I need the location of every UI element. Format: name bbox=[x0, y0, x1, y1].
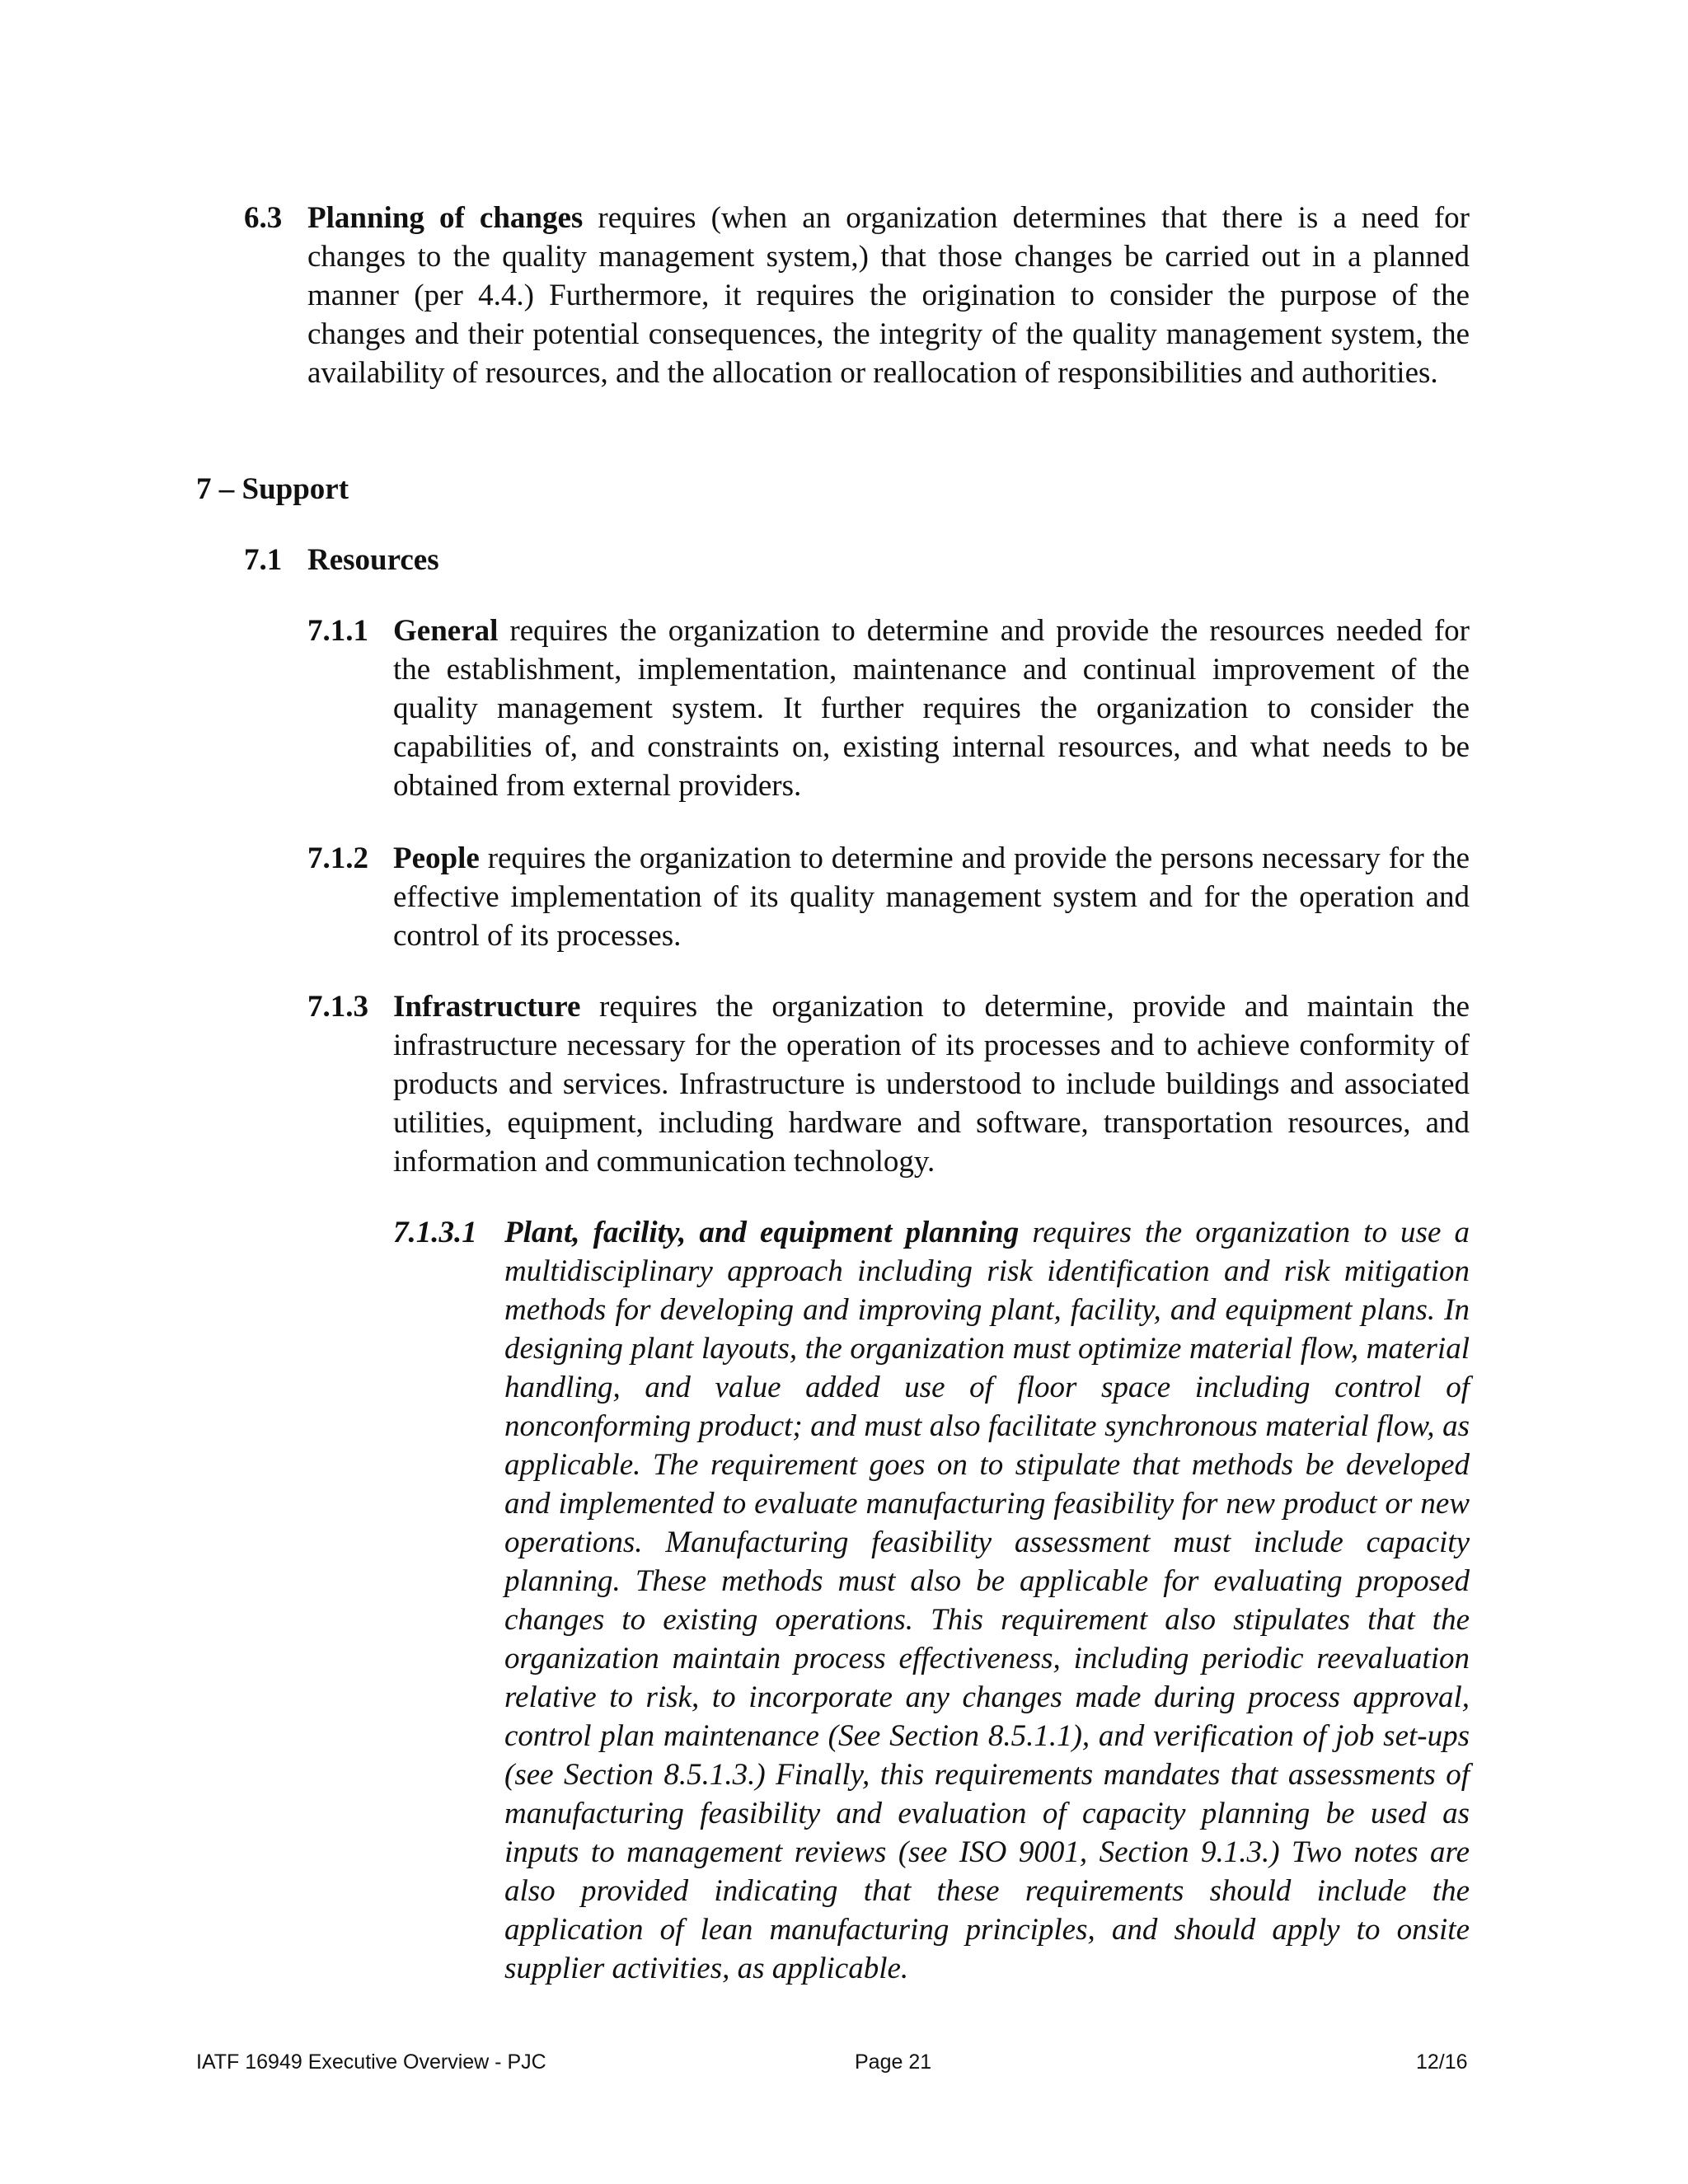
section-6-3-term: Planning of changes bbox=[307, 201, 584, 235]
section-7-1-3-paragraph bbox=[393, 987, 1470, 1181]
section-7-1-1-body: requires the organization to determine and provide the resources needed for the establishment, implementation, maintenance and continual improvement of the quality management system. It further requires the organization to consider the capabilities of, and constraints on, existing internal resources, and what needs to be obtained from external providers. bbox=[393, 614, 1470, 803]
section-7-1-3-1-paragraph bbox=[504, 1213, 1470, 1988]
section-6-3-number: 6.3 bbox=[244, 201, 283, 235]
section-7-1-2-paragraph bbox=[393, 839, 1470, 955]
section-7-1-3-number: 7.1.3 bbox=[307, 990, 368, 1024]
section-7-1-number: 7.1 bbox=[244, 543, 283, 577]
section-7-heading: 7 – Support bbox=[196, 472, 349, 506]
section-7-1-1-number: 7.1.1 bbox=[307, 614, 368, 648]
section-6-3-body: requires (when an organization determines that there is a need for changes to the quality management system,) that those changes be carried out in a planned manner (per 4.4.) Furthermore, it requires the origination to consider the purpose of the changes and their potential consequences, the integrity of the quality management system, the availability of resources, and the allocation or reallocation of responsibilities and authorities. bbox=[307, 201, 1470, 390]
section-7-1-3-body: requires the organization to determine, provide and maintain the infrastructure necessary for the operation of its processes and to achieve conformity of products and services. Infrastructure is understood to include buildings and associated utilities, equipment, including hardware and software, transportation resources, and information and communication technology. bbox=[393, 990, 1470, 1179]
section-6-3-paragraph bbox=[307, 199, 1470, 392]
section-7-1-1-paragraph bbox=[393, 612, 1470, 805]
section-7-1-2-number: 7.1.2 bbox=[307, 841, 368, 875]
footer-page-number: Page 21 bbox=[855, 2050, 932, 2074]
section-7-1-3-1-number: 7.1.3.1 bbox=[393, 1216, 477, 1249]
section-7-1-2-body: requires the organization to determine and provide the persons necessary for the effective implementation of its quality management system and for the operation and control of its processes. bbox=[393, 841, 1470, 953]
section-7-1-2-term: People bbox=[393, 841, 480, 875]
section-7-1-1-term: General bbox=[393, 614, 499, 648]
footer-document-title: IATF 16949 Executive Overview - PJC bbox=[196, 2050, 546, 2074]
section-7-1-3-1-term: Plant, facility, and equipment planning bbox=[504, 1216, 1020, 1249]
section-7-1-3-term: Infrastructure bbox=[393, 990, 581, 1024]
section-7-1-3-1-body: requires the organization to use a multidisciplinary approach including risk identification and risk mitigation methods for developing and improving plant, facility, and equipment plans. In designing plant layouts, the organization must optimize material flow, material handling, and value added use of floor space including control of nonconforming product; and must also facilitate synchronous material flow, as applicable. The requirement goes on to stipulate that methods be developed and implemented to evaluate manufacturing feasibility for new product or new operations. Manufacturing feasibility assessment must include capacity planning. These methods must also be applicable for evaluating proposed changes to existing operations. This requirement also stipulates that the organization maintain process effectiveness, including periodic reevaluation relative to risk, to incorporate any changes made during process approval, control plan maintenance (See Section 8.5.1.1), and verification of job set-ups (see Section 8.5.1.3.) Finally, this requirements mandates that assessments of manufacturing feasibility and evaluation of capacity planning be used as inputs to management reviews (see ISO 9001, Section 9.1.3.) Two notes are also provided indicating that these requirements should include the application of lean manufacturing principles, and should apply to onsite supplier activities, as applicable. bbox=[504, 1216, 1470, 1985]
footer-date: 12/16 bbox=[1416, 2050, 1468, 2074]
section-7-1-heading: Resources bbox=[307, 543, 439, 577]
